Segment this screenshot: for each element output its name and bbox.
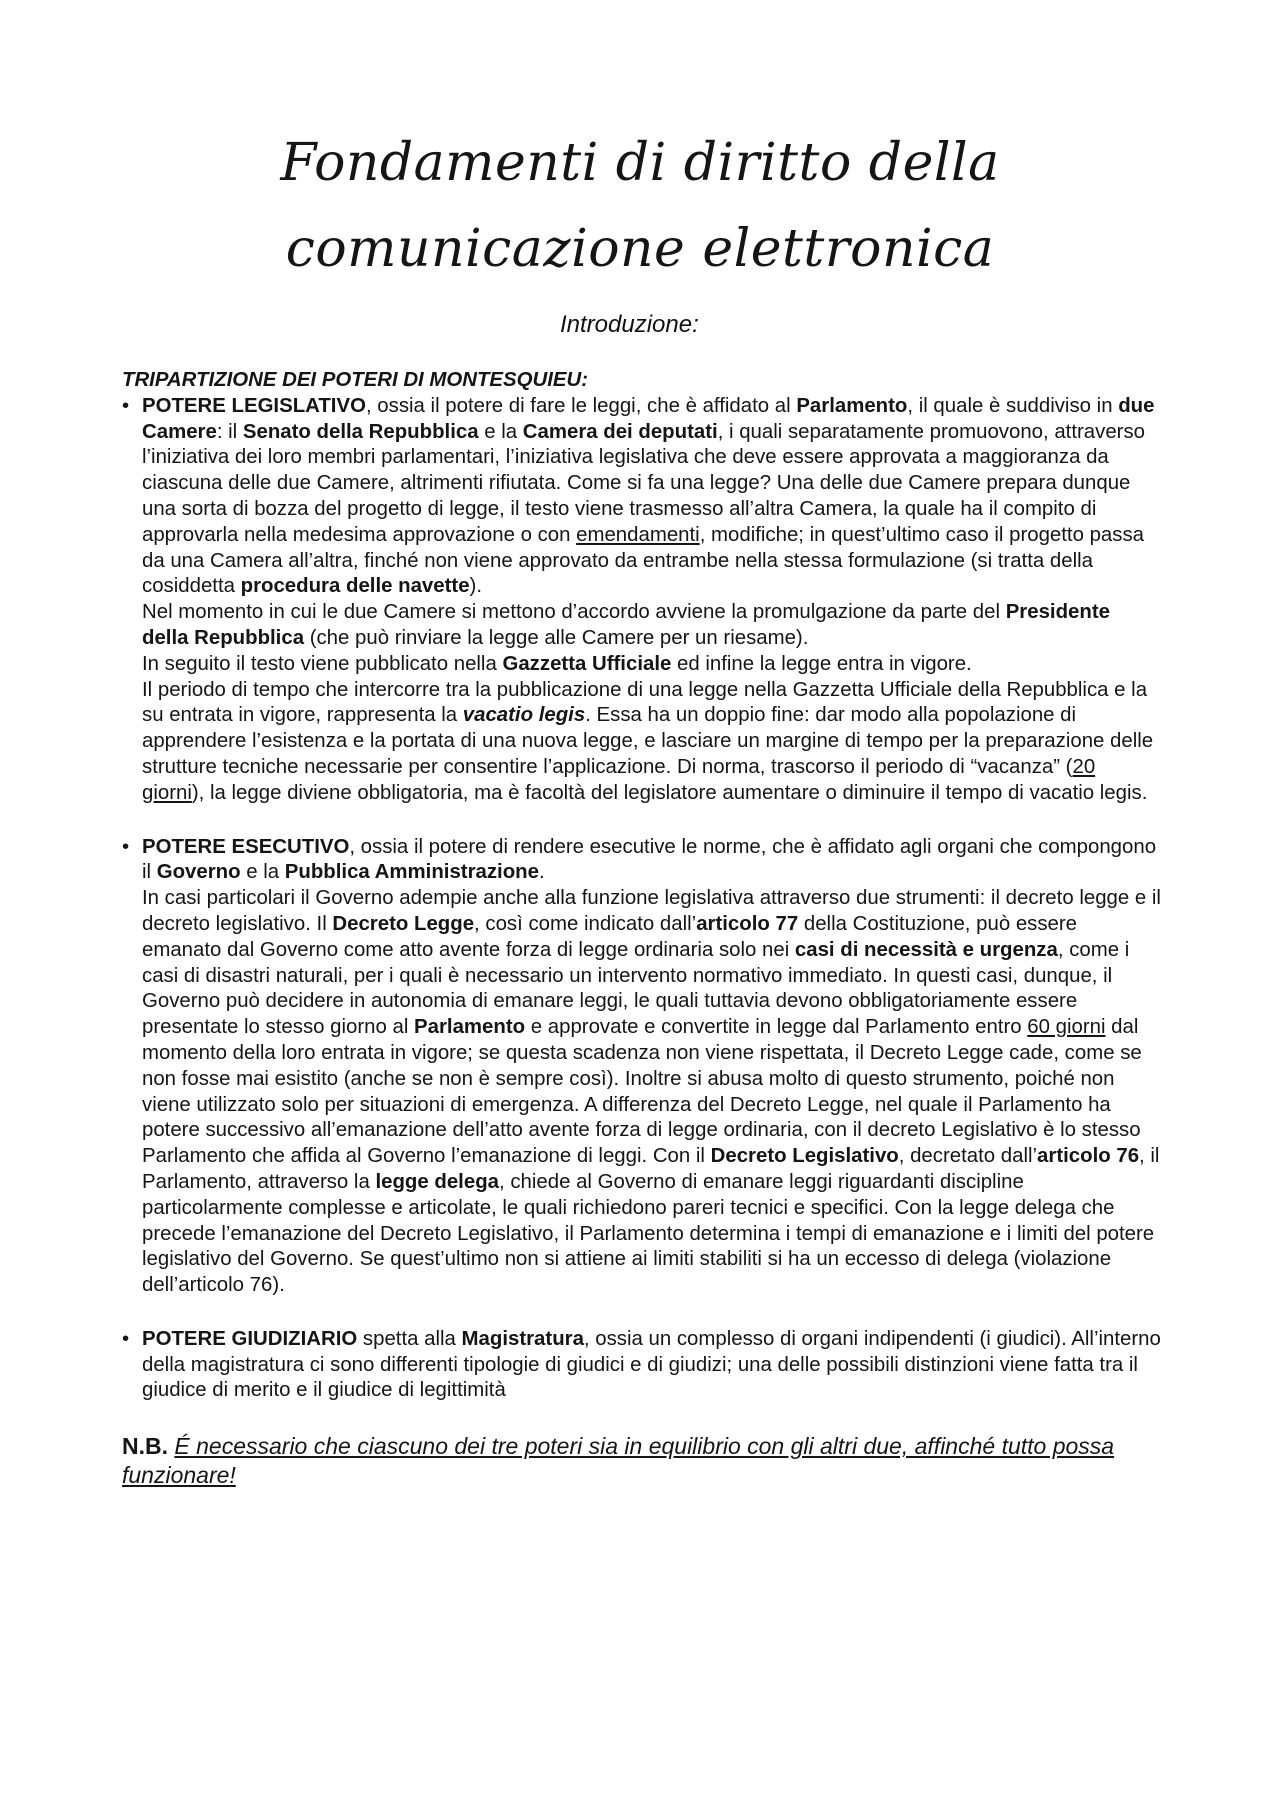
- bold-term: Gazzetta Ufficiale: [502, 652, 672, 675]
- underlined-term: 60 giorni: [1027, 1016, 1106, 1039]
- title-line-1: Fondamenti di diritto della: [280, 133, 1000, 193]
- bullet-icon: •: [122, 394, 130, 417]
- power-giudiziario: [122, 1327, 1162, 1404]
- bold-term: legge delega: [375, 1170, 499, 1193]
- bold-term: Parlamento: [414, 1016, 526, 1039]
- document-title: [140, 120, 1140, 292]
- bold-term: Governo: [156, 861, 241, 884]
- paragraph: Nel momento in cui le due Camere si mettono d’accordo avviene la promulgazione da parte del Presidente della Repubblica (che può rinviare la legge alle Camere per un riesame).: [142, 601, 1110, 649]
- nota-bene-text: É necessario che ciascuno dei tre poteri sia in equilibrio con gli altri due, affinché tutto possa funzionare!: [122, 1433, 1115, 1489]
- paragraph: POTERE ESECUTIVO, ossia il potere di rendere esecutive le norme, che è affidato agli organi che compongono il Governo e la Pubblica Amministrazione.: [142, 835, 1157, 884]
- subtitle: Introduzione:: [560, 311, 699, 338]
- bold-term: POTERE LEGISLATIVO: [142, 394, 366, 417]
- paragraph: POTERE GIUDIZIARIO spetta alla Magistratura, ossia un complesso di organi indipendenti (i giudici). All’interno della magistratura ci sono differenti tipologie di giudici e di giudizi; una delle possibili distinzioni viene fatta tra il giudice di merito e il giudice di legittimità: [142, 1327, 1161, 1402]
- bold-term: Decreto Legge: [332, 912, 475, 935]
- bold-term: Presidente della Repubblica: [142, 601, 1110, 649]
- bold-term: due Camere: [142, 394, 1155, 443]
- bold-term: articolo 77: [696, 912, 799, 935]
- bullet-icon: •: [122, 835, 130, 858]
- paragraph: POTERE LEGISLATIVO, ossia il potere di fare le leggi, che è affidato al Parlamento, il quale è suddiviso in due Camere: il Senato della Repubblica e la Camera dei deputati, i quali separatamente promuovono, attraverso l’iniziativa dei loro membri parlamentari, l’iniziativa legislativa che deve essere approvata a maggioranza da ciascuna delle due Camere, altrimenti rifiutata. Come si fa una legge? Una delle due Camere prepara dunque una sorta di bozza del progetto di legge, il testo viene trasmesso all’altra Camera, la quale ha il compito di approvarla nella medesima approvazione o con emendamenti, modifiche; in quest’ultimo caso il progetto passa da una Camera all’altra, finché non viene approvato da entrambe nella stessa formulazione (si tratta della cosiddetta procedura delle navette).: [142, 394, 1155, 598]
- bold-term: POTERE GIUDIZIARIO: [142, 1327, 358, 1350]
- title-line-2: comunicazione elettronica: [285, 219, 995, 279]
- nota-bene: [122, 1432, 1162, 1490]
- bold-term: Decreto Legislativo: [710, 1145, 899, 1168]
- document-body: [122, 368, 1162, 1513]
- bold-term: procedura delle navette: [240, 575, 470, 598]
- underlined-term: emendamenti: [576, 523, 700, 546]
- power-legislativo: [122, 394, 1162, 807]
- bullet-icon: •: [122, 1327, 130, 1350]
- paragraph: In seguito il testo viene pubblicato nella Gazzetta Ufficiale ed infine la legge entra in vigore.: [142, 652, 972, 675]
- bold-term: Senato della Repubblica: [242, 420, 479, 443]
- power-esecutivo: [122, 835, 1162, 1299]
- bold-term: Parlamento: [796, 394, 908, 417]
- bold-term: Pubblica Amministrazione: [284, 861, 539, 884]
- nota-bene-label: N.B.: [122, 1433, 168, 1460]
- bold-term: Magistratura: [461, 1327, 584, 1350]
- bold-term: POTERE ESECUTIVO: [142, 835, 350, 858]
- bold-term: casi di necessità e urgenza: [794, 938, 1058, 961]
- paragraph: Il periodo di tempo che intercorre tra la pubblicazione di una legge nella Gazzetta Ufficiale della Repubblica e la su entrata in vigore, rappresenta la vacatio legis. Essa ha un doppio fine: dar modo alla popolazione di apprendere l’esistenza e la portata di una nuova legge, e lasciare un margine di tempo per la preparazione delle strutture tecniche necessarie per consentire l’applicazione. Di norma, trascorso il periodo di “vacanza” (20 giorni), la legge diviene obbligatoria, ma è facoltà del legislatore aumentare o diminuire il tempo di vacatio legis.: [142, 678, 1154, 804]
- paragraph: In casi particolari il Governo adempie anche alla funzione legislativa attraverso due strumenti: il decreto legge e il decreto legislativo. Il Decreto Legge, così come indicato dall’articolo 77 della Costituzione, può essere emanato dal Governo come atto avente forza di legge ordinaria solo nei casi di necessità e urgenza, come i casi di disastri naturali, per i quali è necessario un intervento normativo immediato. In questi casi, dunque, il Governo può decidere in autonomia di emanare leggi, le quali tuttavia devono obbligatoriamente essere presentate lo stesso giorno al Parlamento e approvate e convertite in legge dal Parlamento entro 60 giorni dal momento della loro entrata in vigore; se questa scadenza non viene rispettata, il Decreto Legge cade, come se non fosse mai esistito (anche se non è sempre così). Inoltre si abusa molto di questo strumento, poiché non viene utilizzato solo per situazioni di emergenza. A differenza del Decreto Legge, nel quale il Parlamento ha potere successivo all’emanazione dell’atto avente forza di legge ordinaria, con il decreto Legislativo è lo stesso Parlamento che affida al Governo l’emanazione di leggi. Con il Decreto Legislativo, decretato dall’articolo 76, il Parlamento, attraverso la legge delega, chiede al Governo di emanare leggi riguardanti discipline particolarmente complesse e articolate, le quali richiedono pareri tecnici e specifici. Con la legge delega che precede l’emanazione del Decreto Legislativo, il Parlamento determina i tempi di emanazione e i limiti del potere legislativo del Governo. Se quest’ultimo non si attiene ai limiti stabiliti si ha un eccesso di delega (violazione dell’articolo 76).: [142, 887, 1161, 1297]
- bold-term: Camera dei deputati: [522, 420, 718, 443]
- bold-term: articolo 76: [1037, 1145, 1140, 1168]
- underlined-term: 20 giorni: [142, 755, 1096, 804]
- bold-italic-term: vacatio legis: [462, 704, 586, 727]
- section-heading: TRIPARTIZIONE DEI POTERI DI MONTESQUIEU:: [122, 369, 588, 391]
